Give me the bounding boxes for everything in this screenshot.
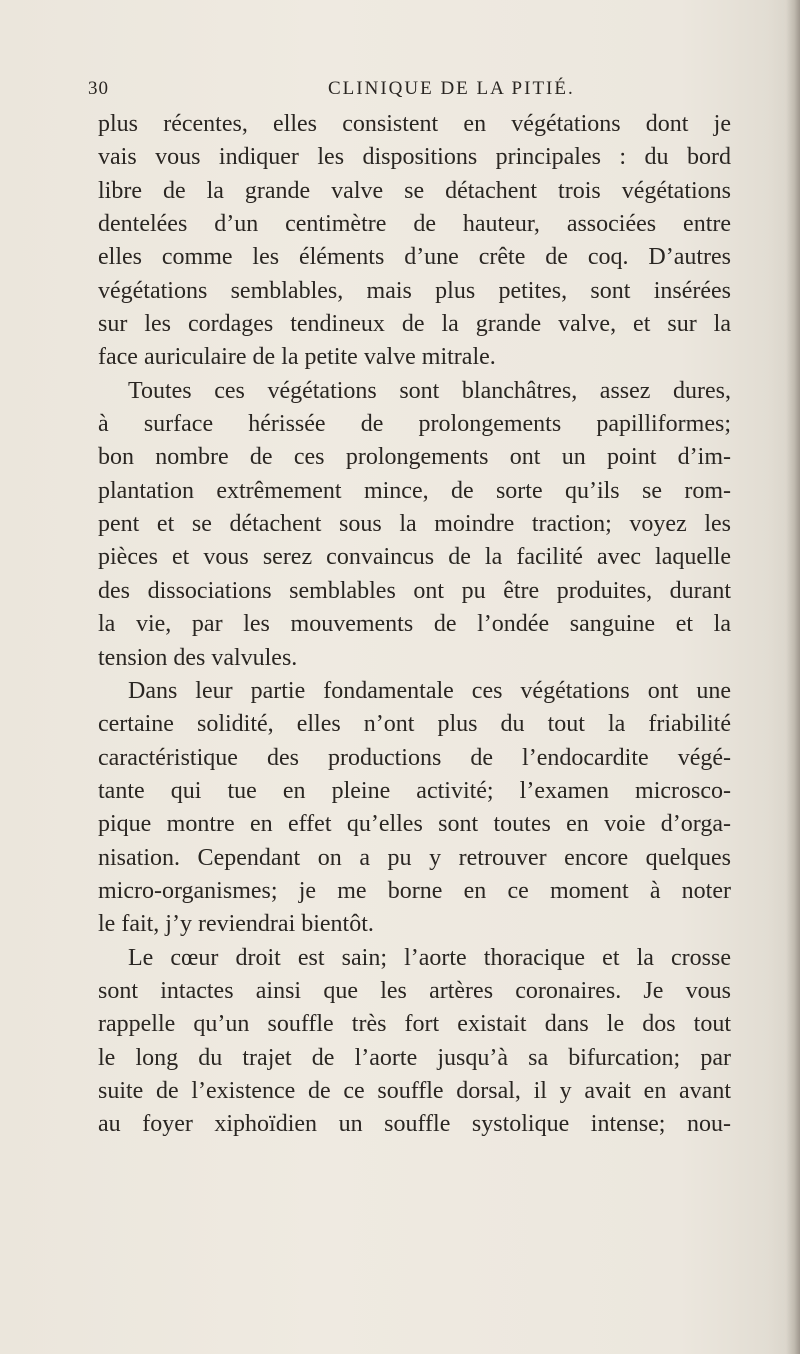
text-line: la vie, par les mouvements de l’ondée sanguine et la [98,611,731,638]
text-line: nisation. Cependant on a pu y retrouver encore quelques [98,844,731,871]
text-line: Le cœur droit est sain; l’aorte thoracique et la crosse [128,944,731,971]
text-line: pique montre en effet qu’elles sont toutes en voie d’orga- [98,811,731,838]
text-line: caractéristique des productions de l’endocardite végé- [98,744,731,771]
text-line: pièces et vous serez convaincus de la facilité avec laquelle [98,544,731,571]
text-line: pent et se détachent sous la moindre traction; voyez les [98,511,731,538]
text-line: au foyer xiphoïdien un souffle systolique intense; nou- [98,1111,731,1138]
text-line: face auriculaire de la petite valve mitrale. [98,344,496,371]
text-line: elles comme les éléments d’une crête de coq. D’autres [98,244,731,271]
text-line: tante qui tue en pleine activité; l’examen microsco- [98,777,731,804]
text-line: plantation extrêmement mince, de sorte qu’ils se rom- [98,477,731,504]
text-line: à surface hérissée de prolongements papilliformes; [98,411,731,438]
text-line: sont intactes ainsi que les artères coronaires. Je vous [98,977,731,1004]
body-text [98,108,731,1142]
text-line: le fait, j’y reviendrai bientôt. [98,911,374,938]
page-number: 30 [88,78,109,99]
text-line: vais vous indiquer les dispositions principales : du bord [98,144,731,171]
text-line: des dissociations semblables ont pu être produites, durant [98,577,731,604]
page-edge-shadow [786,0,800,1354]
text-line: rappelle qu’un souffle très fort existait dans le dos tout [98,1011,731,1038]
text-line: dentelées d’un centimètre de hauteur, associées entre [98,211,731,238]
text-line: végétations semblables, mais plus petites, sont insérées [98,277,731,304]
text-line: bon nombre de ces prolongements ont un point d’im- [98,444,731,471]
text-line: micro-organismes; je me borne en ce moment à noter [98,877,731,904]
text-line: le long du trajet de l’aorte jusqu’à sa bifurcation; par [98,1044,731,1071]
text-line: tension des valvules. [98,644,298,671]
text-line: libre de la grande valve se détachent trois végétations [98,177,731,204]
running-title: CLINIQUE DE LA PITIÉ. [328,78,575,99]
page-header [88,78,728,104]
text-line: suite de l’existence de ce souffle dorsal, il y avait en avant [98,1077,731,1104]
text-line: Dans leur partie fondamentale ces végétations ont une [128,677,731,704]
text-line: Toutes ces végétations sont blanchâtres, assez dures, [128,377,731,404]
text-line: plus récentes, elles consistent en végétations dont je [98,111,731,137]
text-line: certaine solidité, elles n’ont plus du tout la friabilité [98,711,731,738]
text-line: sur les cordages tendineux de la grande valve, et sur la [98,311,731,338]
